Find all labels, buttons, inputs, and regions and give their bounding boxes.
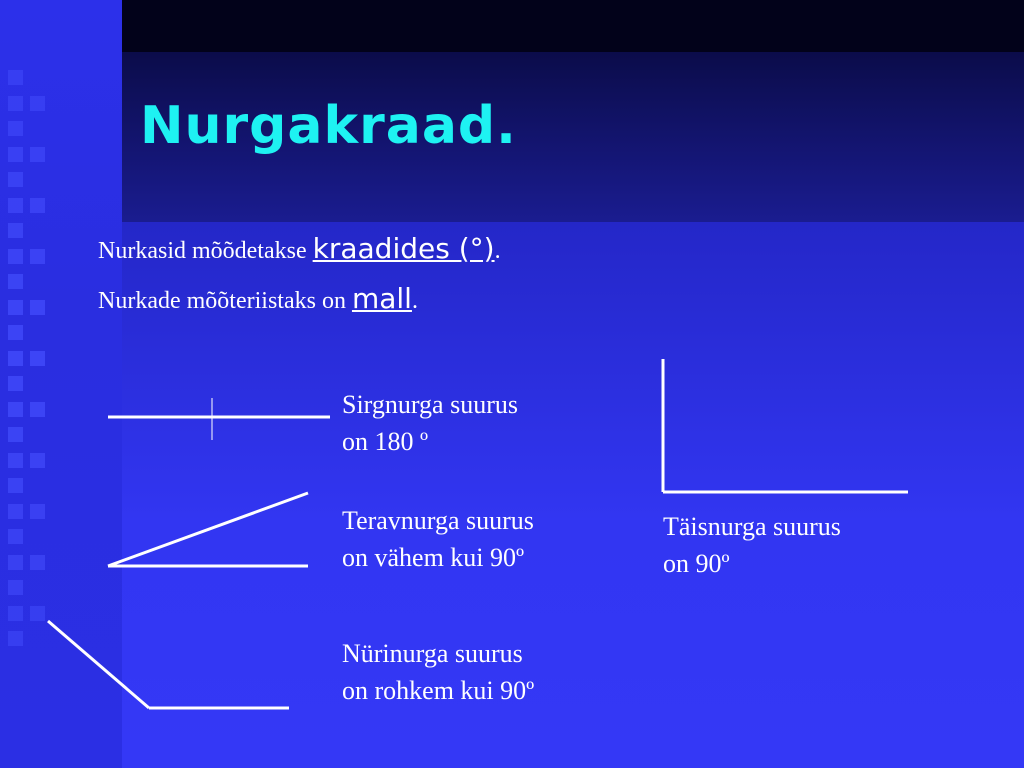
- obtuse-angle-line-1: Nürinurga suurus: [342, 639, 523, 668]
- right-angle-line-2: on 90º: [663, 549, 730, 578]
- slide-title: Nurgakraad.: [140, 96, 517, 156]
- intro-line-1-prefix: Nurkasid mõõdetakse: [98, 238, 313, 264]
- straight-angle-diagram: [108, 398, 330, 440]
- obtuse-angle-diagram: [48, 621, 289, 708]
- intro-line-2-suffix: .: [411, 288, 418, 314]
- straight-angle-line-2: on 180 º: [342, 427, 429, 456]
- acute-angle-line-1: Teravnurga suurus: [342, 506, 534, 535]
- obtuse-angle-caption: [342, 635, 534, 709]
- acute-angle-caption: [342, 502, 534, 576]
- straight-angle-caption: [342, 386, 518, 460]
- straight-angle-line-1: Sirgnurga suurus: [342, 390, 518, 419]
- intro-line-1-suffix: .: [494, 238, 501, 264]
- right-angle-diagram: [663, 359, 908, 492]
- obtuse-angle-line-2: on rohkem kui 90º: [342, 676, 535, 705]
- right-angle-line-1: Täisnurga suurus: [663, 512, 841, 541]
- keyword-degrees-link[interactable]: kraadides (°): [312, 232, 495, 265]
- intro-line-2-prefix: Nurkade mõõteriistaks on: [98, 288, 352, 314]
- right-angle-caption: [663, 508, 841, 582]
- keyword-protractor-link[interactable]: mall: [351, 282, 412, 315]
- acute-angle-line-2: on vähem kui 90º: [342, 543, 525, 572]
- acute-angle-diagram: [108, 493, 308, 566]
